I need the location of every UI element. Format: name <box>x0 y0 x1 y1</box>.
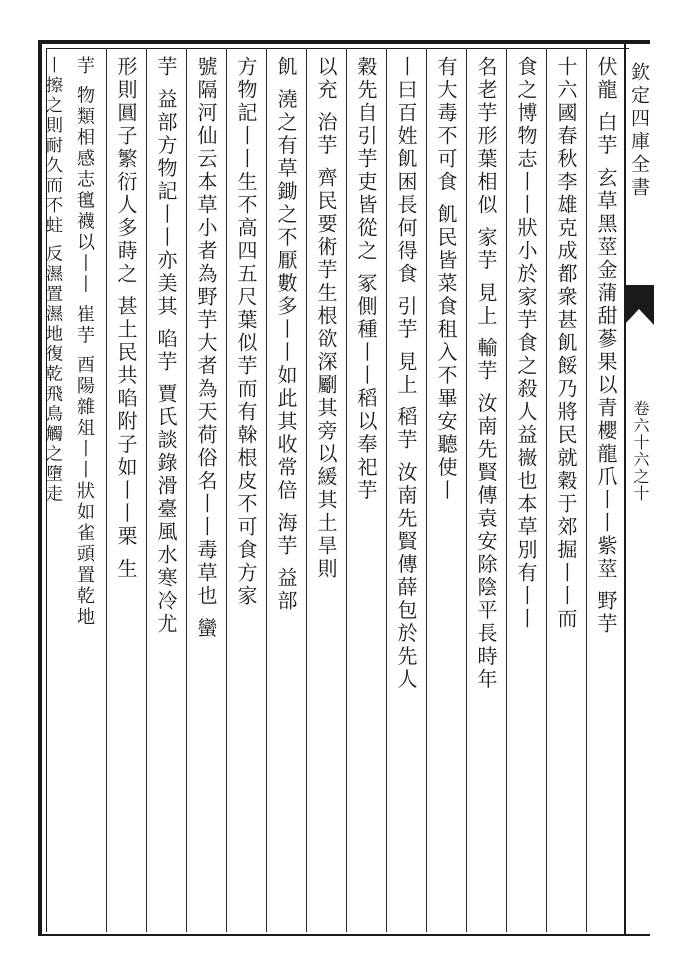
text-column: 丨曰百姓飢困長何得食 引芋 見上 稻芋 汝南先賢傳薛包於先人 <box>394 56 418 692</box>
text-column: 有大毒不可食 飢民皆菜食租入不畢安聽使丨 <box>434 56 458 503</box>
text-column: 丨擦之則耐久而不蛀 反濕置濕地復乾飛鳥觸之墮走 <box>42 56 62 505</box>
text-column: 芋 物類相感志氊襪以丨丨 崔芋 酉陽雜俎丨丨狀如雀頭置乾地 <box>74 56 95 629</box>
text-column: 芋 益部方物記丨丨亦美其 啗芋 賈氏談錄滑臺風水寒冷尤 <box>154 56 178 637</box>
text-column: 以充 治芋 齊民要術芋生根欲深劚其旁以緩其土旱則 <box>314 56 338 581</box>
text-column: 飢 澆之有草鋤之不厭數多丨丨如此其收常倍 海芋 益部 <box>274 56 298 614</box>
text-column: 食之博物志丨丨狀小於家芋食之殺人益嶶也本草別有丨丨 <box>514 56 538 631</box>
text-column: 方物記丨丨生不高四五尺葉似芋而有榦根皮不可食方家 <box>234 56 258 608</box>
text-column: 名老芋形葉相似 家芋 見上 輸芋 汝南先賢傳袁安除陰平長時年 <box>474 56 498 692</box>
text-column: 號隔河仙云本草小者為野芋大者為天荷俗名丨丨毒草也 蠻 <box>194 56 218 641</box>
book-title: 欽定四庫全書 <box>628 62 650 200</box>
text-column: 伏龍 白芋 玄草黑莖金蒲甜蔘果以青櫻龍爪丨丨紫莖 野芋 <box>594 56 618 637</box>
text-column: 穀先自引芋吏皆從之 冢側種丨丨稻以奉祀芋 <box>354 56 378 503</box>
text-column: 形則圓子繁衍人多蒔之 甚土民共啗附子如丨丨栗 生 <box>114 56 138 581</box>
text-column: 十六國春秋李雄克成都衆甚飢餒乃將民就穀于郊掘丨丨而 <box>554 56 578 631</box>
volume-number: 卷六十六之十 <box>631 400 650 502</box>
